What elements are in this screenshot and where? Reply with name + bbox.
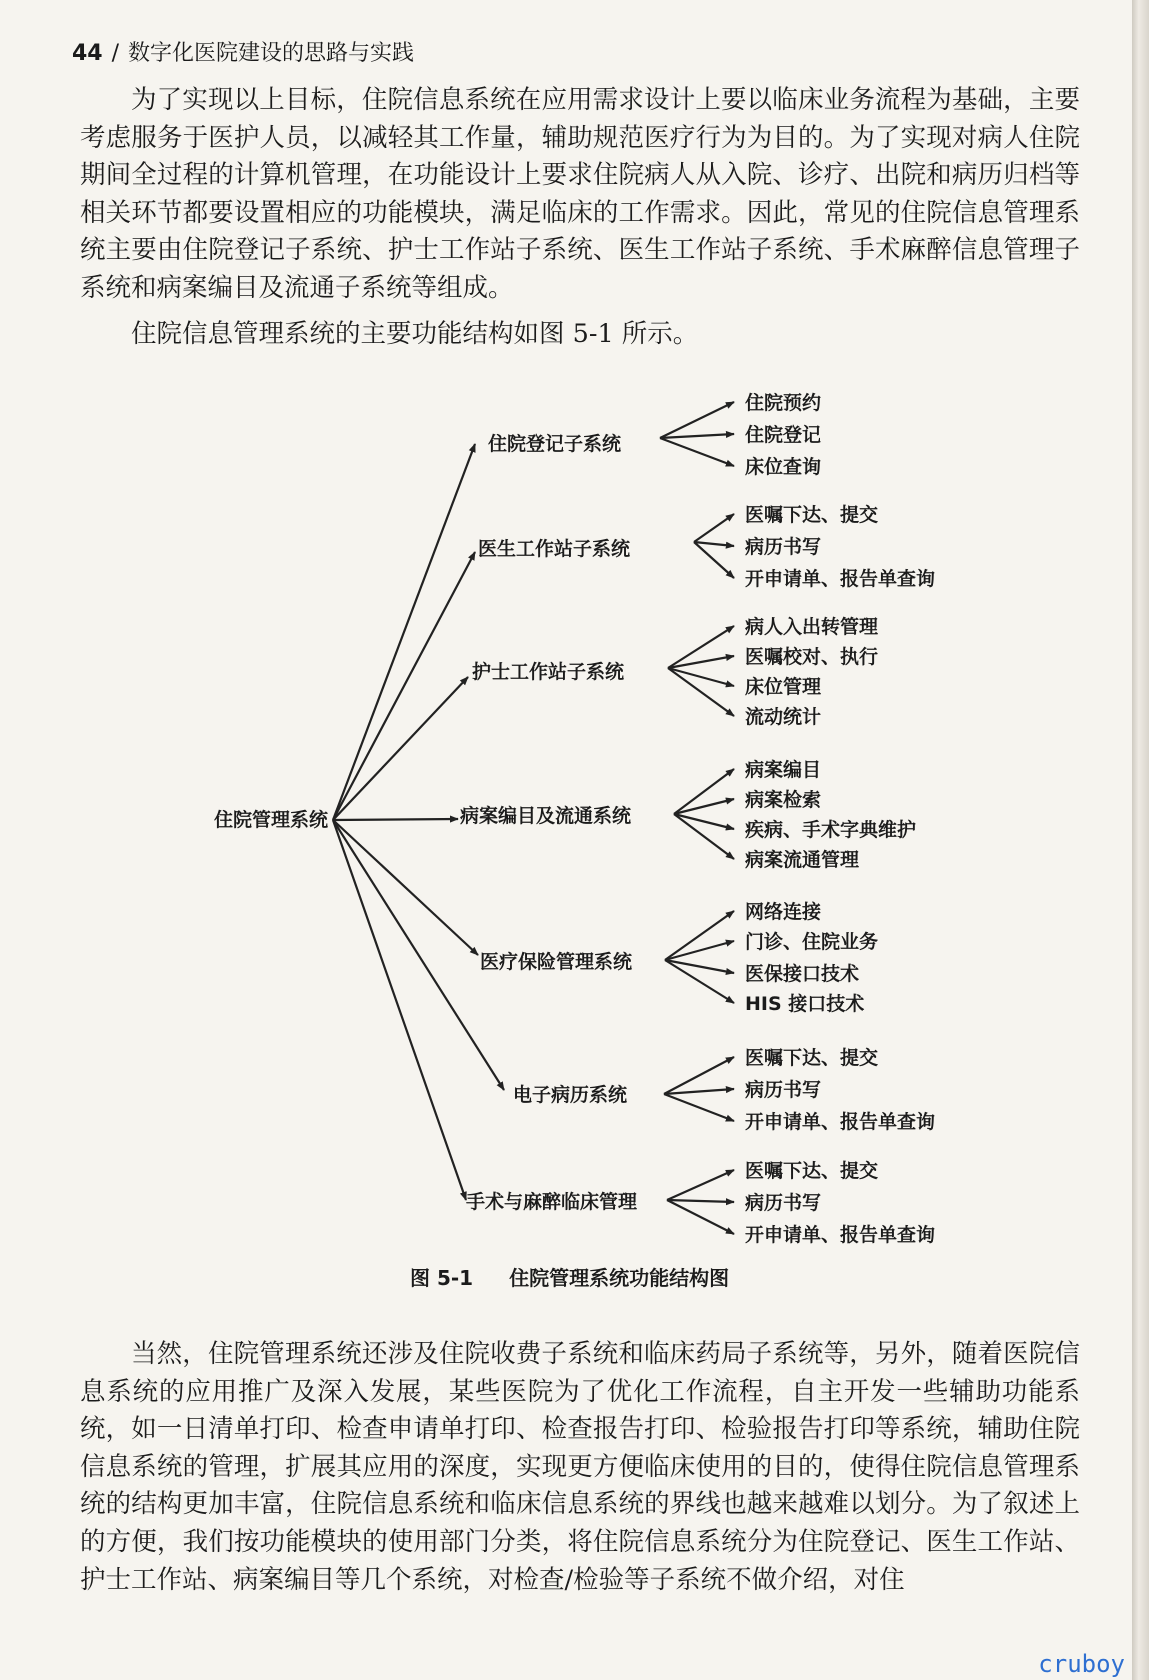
root-to-branch-arrow	[333, 677, 468, 820]
leaf-label: HIS 接口技术	[745, 993, 865, 1015]
diagram-root-label: 住院管理系统	[213, 809, 328, 831]
leaf-label: 住院登记	[745, 424, 822, 446]
root-to-branch-arrow	[333, 820, 466, 1200]
leaf-label: 病历书写	[745, 536, 822, 558]
leaf-label: 病案编目	[745, 759, 822, 781]
leaf-label: 医嘱下达、提交	[745, 504, 879, 526]
leaf-label: 医嘱下达、提交	[745, 1047, 879, 1069]
branch-label: 电子病历系统	[513, 1084, 628, 1106]
header-separator: /	[111, 41, 120, 66]
leaf-label: 住院预约	[745, 392, 822, 414]
figure-caption	[410, 1262, 729, 1291]
leaf-label: 流动统计	[745, 706, 822, 728]
leaf-label: 疾病、手术字典维护	[745, 819, 917, 841]
leaf-label: 医保接口技术	[745, 963, 860, 985]
paragraph-continuation: 当然，住院管理系统还涉及住院收费子系统和临床药局子系统等，另外，随着医院信息系统的应用推广及深入发展，某些医院为了优化工作流程，自主开发一些辅助功能系统，如一日清单打印、检查申请单打印、检查报告打印、检验报告打印等系统，辅助住院信息系统的管理，扩展其应用的深度，实现更方便临床使用的目的，使得住院信息管理系统的结构更加丰富，住院信息系统和临床信息系统的界线也越来越难以划分。为了叙述上的方便，我们按功能模块的使用部门分类，将住院信息系统分为住院登记、医生工作站、护士工作站、病案编目等几个系统，对检查/检验等子系统不做介绍，对住	[80, 1339, 1080, 1595]
leaf-label: 网络连接	[745, 901, 822, 923]
leaf-label: 病历书写	[745, 1192, 822, 1214]
branch-label: 医生工作站子系统	[478, 538, 631, 560]
leaf-label: 开申请单、报告单查询	[745, 568, 936, 590]
leaf-label: 门诊、住院业务	[745, 931, 879, 953]
branch-to-leaf-arrow	[664, 1094, 734, 1121]
branch-to-leaf-arrow	[665, 911, 734, 960]
function-structure-diagram	[0, 380, 1132, 1260]
leaf-label: 床位查询	[745, 456, 822, 478]
leaf-label: 开申请单、报告单查询	[745, 1224, 936, 1246]
leaf-label: 病人入出转管理	[745, 616, 879, 638]
leaf-label: 开申请单、报告单查询	[745, 1111, 936, 1133]
root-to-branch-arrow	[333, 552, 475, 820]
root-to-branch-arrow	[333, 820, 504, 1090]
running-header	[72, 36, 414, 67]
branch-to-leaf-arrow	[667, 1170, 734, 1200]
branch-to-leaf-arrow	[667, 1200, 734, 1202]
root-to-branch-arrow	[333, 819, 458, 820]
branch-to-leaf-arrow	[664, 1089, 734, 1094]
paragraph-intro: 为了实现以上目标，住院信息系统在应用需求设计上要以临床业务流程为基础，主要考虑服务于医护人员，以减轻其工作量，辅助规范医疗行为为目的。为了实现对病人住院期间全过程的计算机管理，在功能设计上要求住院病人从入院、诊疗、出院和病历归档等相关环节都要设置相应的功能模块，满足临床的工作需求。因此，常见的住院信息管理系统主要由住院登记子系统、护士工作站子系统、医生工作站子系统、手术麻醉信息管理子系统和病案编目及流通子系统等组成。	[80, 85, 1080, 303]
leaf-label: 医嘱校对、执行	[745, 646, 879, 668]
branch-to-leaf-arrow	[694, 542, 734, 578]
leaf-label: 医嘱下达、提交	[745, 1160, 879, 1182]
branch-label: 病案编目及流通系统	[460, 805, 632, 827]
page-number: 44	[72, 41, 103, 66]
figure-title: 住院管理系统功能结构图	[509, 1266, 730, 1290]
branch-label: 医疗保险管理系统	[480, 951, 633, 973]
branch-to-leaf-arrow	[660, 434, 734, 438]
book-title: 数字化医院建设的思路与实践	[128, 41, 415, 66]
branch-label: 住院登记子系统	[488, 433, 622, 455]
branch-label: 手术与麻醉临床管理	[466, 1191, 638, 1213]
branch-to-leaf-arrow	[668, 668, 734, 716]
branch-to-leaf-arrow	[694, 542, 734, 546]
branch-label: 护士工作站子系统	[472, 661, 625, 683]
leaf-label: 床位管理	[745, 676, 822, 698]
branch-to-leaf-arrow	[664, 1057, 734, 1094]
leaf-label: 病案流通管理	[745, 849, 860, 871]
branch-to-leaf-arrow	[660, 402, 734, 438]
watermark: cruboy	[1038, 1650, 1125, 1678]
root-to-branch-arrow	[333, 444, 475, 820]
figure-number: 图 5-1	[410, 1266, 474, 1290]
page-edge	[1132, 0, 1149, 1680]
branch-to-leaf-arrow	[667, 1200, 734, 1234]
branch-to-leaf-arrow	[694, 514, 734, 542]
branch-to-leaf-arrow	[660, 438, 734, 466]
leaf-label: 病历书写	[745, 1079, 822, 1101]
paragraph-figure-reference: 住院信息管理系统的主要功能结构如图 5-1 所示。	[131, 319, 699, 349]
branch-to-leaf-arrow	[668, 668, 734, 686]
branch-to-leaf-arrow	[665, 941, 734, 960]
leaf-label: 病案检索	[745, 789, 822, 811]
